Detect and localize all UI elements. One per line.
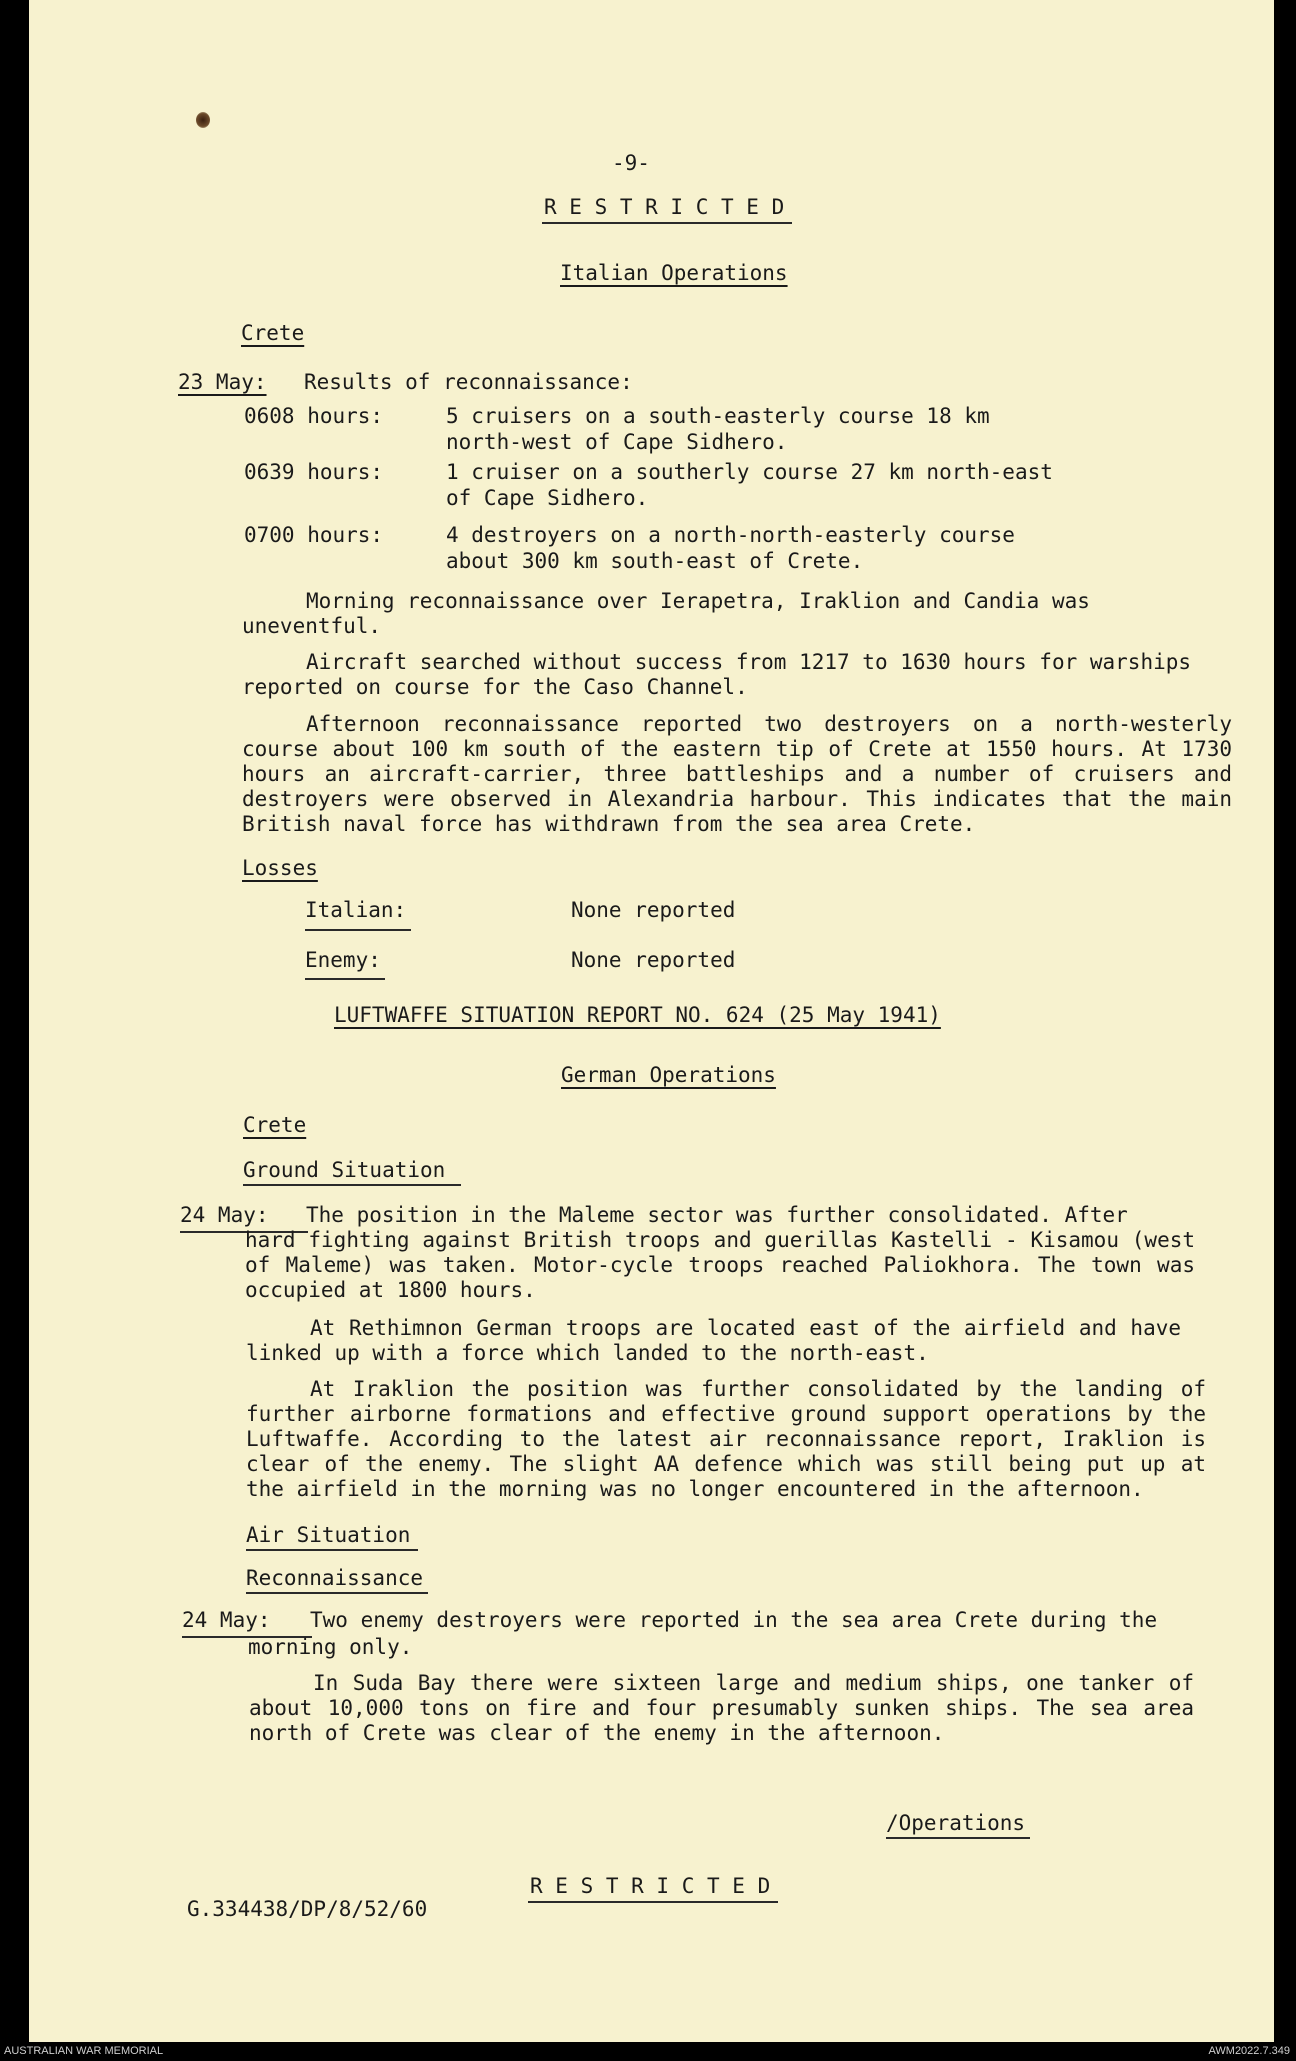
date-24-may-air: 24 May: — [182, 1608, 271, 1632]
paragraph-iraklion: At Iraklion the position was further consolidated by the landing of further airborne formations and effective ground support operations by the Luftwaffe. According to the latest air reconnaissance report, Iraklion is clear of the enemy. The slight AA defence which was still being put up at the airfield in the morning was no longer encountered in the afternoon. — [246, 1377, 1206, 1501]
time-0608: 0608 hours: — [244, 404, 384, 428]
date-24-may-ground: 24 May: — [180, 1203, 269, 1227]
archive-caption-right: AWM2022.7.349 — [1208, 2045, 1290, 2057]
restricted-header: R E S T R I C T E D — [544, 195, 785, 219]
row-0700-line2: about 300 km south-east of Crete. — [446, 549, 864, 573]
row-0700-line1: 4 destroyers on a north-north-easterly course — [446, 523, 1015, 547]
operations-continuation: /Operations — [886, 1811, 1026, 1835]
losses-enemy-label: Enemy: — [305, 948, 381, 972]
row-0639-line2: of Cape Sidhero. — [446, 486, 649, 510]
archive-caption-left: AUSTRALIAN WAR MEMORIAL — [4, 2045, 164, 2057]
paragraph-rethimnon: At Rethimnon German troops are located east of the airfield and have linked up with a force which landed to the north-east. — [246, 1316, 1181, 1365]
losses-italian-underline — [305, 929, 411, 931]
reconnaissance-underline — [246, 1592, 428, 1594]
restricted-header-underline — [542, 222, 792, 224]
page-number: -9- — [612, 151, 650, 175]
paragraph-aircraft-searched: Aircraft searched without success from 1217 to 1630 hours for warships reported on course for the Caso Channel. — [242, 650, 1192, 699]
air-situation-heading: Air Situation — [246, 1523, 411, 1547]
luftwaffe-report-heading: LUFTWAFFE SITUATION REPORT NO. 624 (25 May 1941) — [334, 1003, 941, 1027]
ground-paragraph-maleme: hard fighting against British troops and guerillas Kastelli - Kisamou (west of Maleme) was taken. Motor-cycle troops reached Paliokhora. The town was occupied at 1800 hours. — [245, 1228, 1195, 1302]
paragraph-morning-reconnaissance: Morning reconnaissance over Ierapetra, Iraklion and Candia was uneventful. — [242, 589, 1090, 638]
crete-heading-1: Crete — [241, 321, 305, 345]
crete-heading-2: Crete — [243, 1113, 307, 1137]
row-0608-line1: 5 cruisers on a south-easterly course 18 km — [446, 404, 990, 428]
losses-italian-value: None reported — [571, 898, 736, 922]
losses-enemy-value: None reported — [571, 948, 736, 972]
ground-first-line: The position in the Maleme sector was further consolidated. After — [306, 1203, 1128, 1227]
time-0700: 0700 hours: — [244, 523, 384, 547]
losses-heading: Losses — [242, 856, 318, 880]
row-0639-line1: 1 cruiser on a southerly course 27 km north-east — [446, 460, 1053, 484]
losses-italian-label: Italian: — [305, 898, 407, 922]
ground-situation-heading: Ground Situation — [243, 1158, 446, 1182]
restricted-footer-underline — [528, 1901, 778, 1903]
reconnaissance-heading: Reconnaissance — [246, 1566, 424, 1590]
row-0608-line2: north-west of Cape Sidhero. — [446, 430, 788, 454]
italian-operations-heading: Italian Operations — [560, 261, 788, 285]
losses-enemy-underline — [305, 978, 385, 980]
reconnaissance-intro: Results of reconnaissance: — [304, 370, 633, 394]
air-first-line: Two enemy destroyers were reported in the sea area Crete during the — [310, 1608, 1158, 1632]
time-0639: 0639 hours: — [244, 460, 384, 484]
ground-situation-underline — [243, 1184, 461, 1186]
german-operations-heading: German Operations — [561, 1063, 776, 1087]
document-reference: G.334438/DP/8/52/60 — [187, 1897, 428, 1921]
paragraph-suda-bay: In Suda Bay there were sixteen large and medium ships, one tanker of about 10,000 tons on fire and four presumably sunken ships. The sea area north of Crete was clear of the enemy in the afternoon. — [249, 1671, 1194, 1745]
ink-stain — [196, 112, 210, 128]
air-situation-underline — [246, 1549, 418, 1551]
date-23-may: 23 May: — [178, 370, 267, 394]
restricted-footer: R E S T R I C T E D — [530, 1874, 771, 1898]
paragraph-afternoon-reconnaissance: Afternoon reconnaissance reported two destroyers on a north-westerly course about 100 km south of the eastern tip of Crete at 1550 hours. At 1730 hours an aircraft-carrier, three battleships and a number of cruisers and destroyers were observed in Alexandria harbour. This indicates that the main British naval force has withdrawn from the sea area Crete. — [242, 712, 1232, 836]
operations-underline — [886, 1837, 1030, 1839]
air-second-line: morning only. — [248, 1635, 413, 1659]
